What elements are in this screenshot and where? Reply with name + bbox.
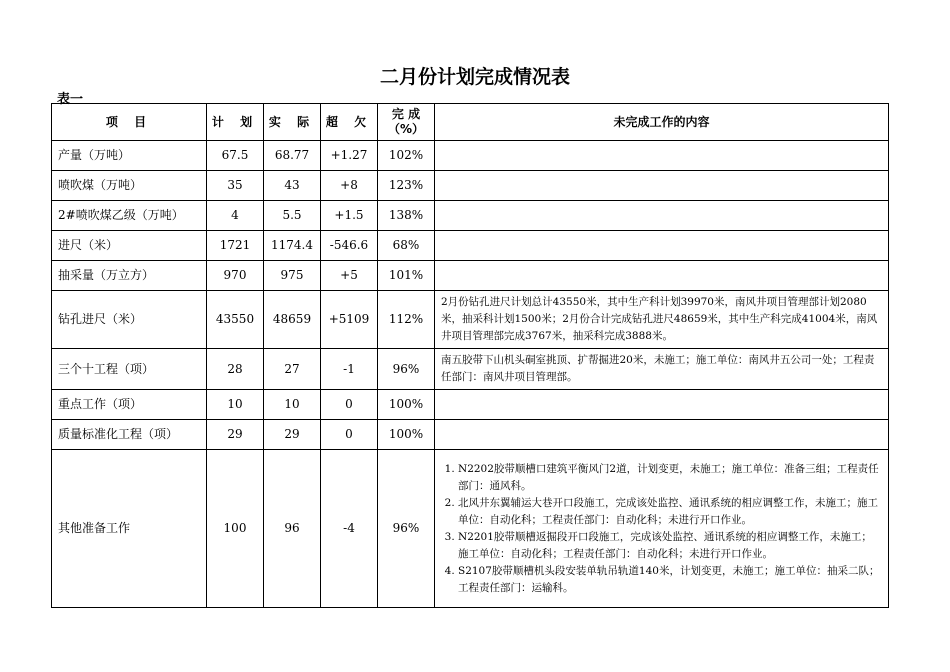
cell-item: 进尺（米）	[52, 231, 207, 261]
cell-rate: 96%	[378, 450, 435, 608]
cell-plan: 10	[207, 390, 264, 420]
header-diff: 超 欠	[321, 104, 378, 141]
cell-plan: 67.5	[207, 141, 264, 171]
cell-diff: 0	[321, 390, 378, 420]
cell-actual: 96	[264, 450, 321, 608]
cell-rate: 112%	[378, 291, 435, 349]
cell-rate: 138%	[378, 201, 435, 231]
notes-list	[441, 461, 882, 597]
table-row	[52, 420, 889, 450]
header-row	[52, 104, 889, 141]
cell-plan: 28	[207, 349, 264, 390]
cell-actual: 29	[264, 420, 321, 450]
table-row	[52, 349, 889, 390]
table-row	[52, 231, 889, 261]
cell-item: 其他准备工作	[52, 450, 207, 608]
cell-item: 质量标准化工程（项）	[52, 420, 207, 450]
cell-actual: 48659	[264, 291, 321, 349]
list-item: 2. 北风井东翼辅运大巷开口段施工，完成该处监控、通讯系统的相应调整工作，未施工；施工单位：自动化科；工程责任部门：自动化科；未进行开口作业。	[458, 495, 882, 529]
cell-actual: 10	[264, 390, 321, 420]
cell-notes: 南五胶带下山机头硐室挑顶、扩帮掘进20米，未施工；施工单位：南风井五公司一处；工程责任部门：南风井项目管理部。	[435, 349, 889, 390]
cell-diff: +5	[321, 261, 378, 291]
table-row	[52, 261, 889, 291]
cell-plan: 4	[207, 201, 264, 231]
cell-notes	[435, 450, 889, 608]
cell-item: 抽采量（万立方）	[52, 261, 207, 291]
cell-diff: +1.27	[321, 141, 378, 171]
cell-rate: 96%	[378, 349, 435, 390]
cell-rate: 102%	[378, 141, 435, 171]
cell-actual: 5.5	[264, 201, 321, 231]
cell-rate: 100%	[378, 390, 435, 420]
cell-actual: 68.77	[264, 141, 321, 171]
cell-notes: 2月份钻孔进尺计划总计43550米，其中生产科计划39970米，南风井项目管理部计划2080米，抽采科计划1500米；2月份合计完成钻孔进尺48659米，其中生产科完成41004米，南风井项目管理部完成3767米，抽采科完成3888米。	[435, 291, 889, 349]
list-item: 1. N2202胶带顺槽口建筑平衡风门2道，计划变更，未施工；施工单位：准备三组；工程责任部门：通风科。	[458, 461, 882, 495]
cell-notes	[435, 141, 889, 171]
table-row	[52, 141, 889, 171]
cell-rate: 100%	[378, 420, 435, 450]
table-row	[52, 291, 889, 349]
cell-plan: 100	[207, 450, 264, 608]
cell-rate: 68%	[378, 231, 435, 261]
table-row	[52, 201, 889, 231]
cell-diff: -1	[321, 349, 378, 390]
list-item: 4. S2107胶带顺槽机头段安装单轨吊轨道140米，计划变更，未施工；施工单位：抽采二队；工程责任部门：运输科。	[458, 563, 882, 597]
table-row	[52, 171, 889, 201]
cell-item: 产量（万吨）	[52, 141, 207, 171]
cell-diff: -546.6	[321, 231, 378, 261]
cell-diff: -4	[321, 450, 378, 608]
cell-actual: 975	[264, 261, 321, 291]
cell-item: 2#喷吹煤乙级（万吨）	[52, 201, 207, 231]
cell-diff: +5109	[321, 291, 378, 349]
cell-notes	[435, 171, 889, 201]
cell-diff: 0	[321, 420, 378, 450]
cell-actual: 43	[264, 171, 321, 201]
cell-plan: 35	[207, 171, 264, 201]
cell-actual: 1174.4	[264, 231, 321, 261]
table-row	[52, 450, 889, 608]
cell-item: 喷吹煤（万吨）	[52, 171, 207, 201]
cell-notes	[435, 420, 889, 450]
list-item: 3. N2201胶带顺槽返掘段开口段施工，完成该处监控、通讯系统的相应调整工作，未施工；施工单位：自动化科；工程责任部门：自动化科；未进行开口作业。	[458, 529, 882, 563]
page-title: 二月份计划完成情况表	[379, 66, 570, 88]
header-plan: 计 划	[207, 104, 264, 141]
cell-item: 重点工作（项）	[52, 390, 207, 420]
cell-plan: 43550	[207, 291, 264, 349]
cell-rate: 123%	[378, 171, 435, 201]
cell-notes	[435, 231, 889, 261]
cell-notes	[435, 201, 889, 231]
header-notes: 未完成工作的内容	[435, 104, 889, 141]
header-item: 项 目	[52, 104, 207, 141]
cell-diff: +8	[321, 171, 378, 201]
cell-item: 钻孔进尺（米）	[52, 291, 207, 349]
cell-rate: 101%	[378, 261, 435, 291]
table-row	[52, 390, 889, 420]
header-rate: 完 成（%）	[378, 104, 435, 141]
header-actual: 实 际	[264, 104, 321, 141]
cell-notes	[435, 261, 889, 291]
cell-plan: 29	[207, 420, 264, 450]
cell-notes	[435, 390, 889, 420]
plan-completion-table	[51, 103, 889, 608]
cell-actual: 27	[264, 349, 321, 390]
cell-plan: 970	[207, 261, 264, 291]
cell-diff: +1.5	[321, 201, 378, 231]
cell-plan: 1721	[207, 231, 264, 261]
cell-item: 三个十工程（项）	[52, 349, 207, 390]
table-label: 表一	[57, 92, 84, 107]
